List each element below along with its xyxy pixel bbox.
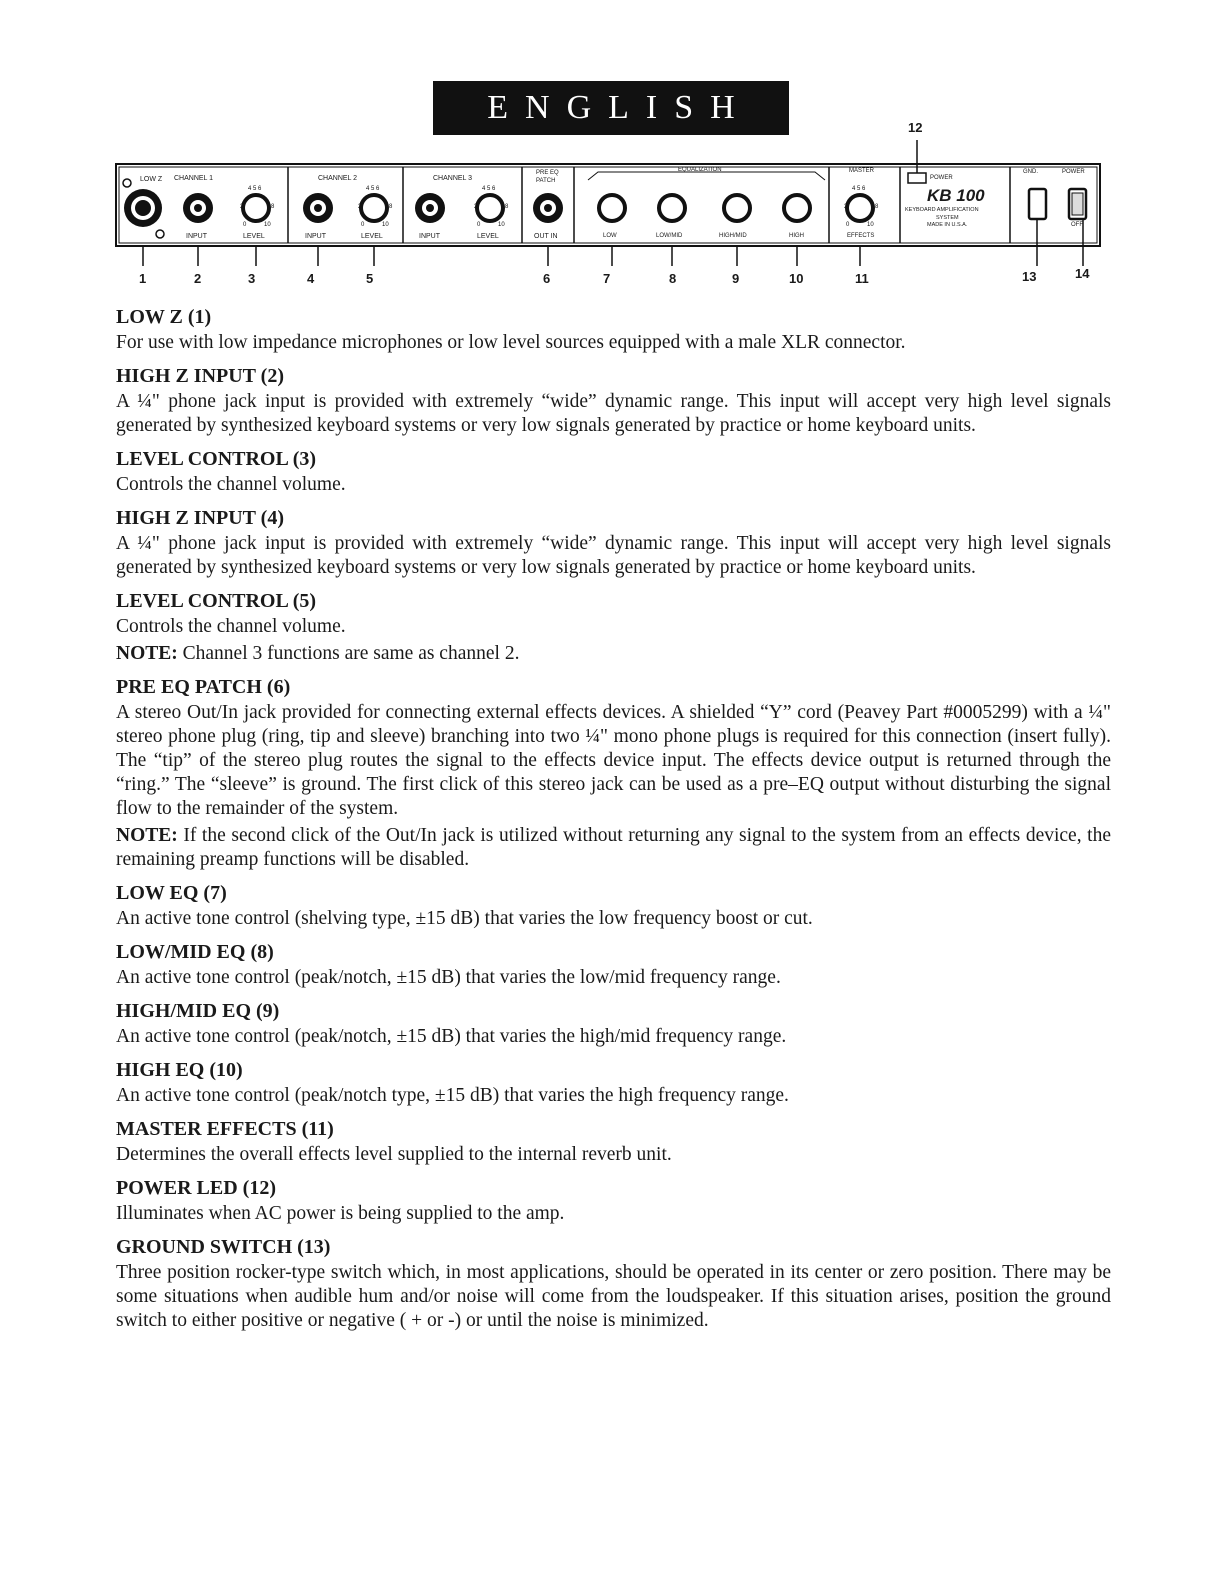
channel-1-label: CHANNEL 1 [174,175,214,182]
power-led [908,173,926,183]
svg-text:4 5 6: 4 5 6 [366,186,380,192]
section-body: Determines the overall effects level supplied to the internal reverb unit. [116,1144,672,1165]
input-label-1: INPUT [186,233,207,240]
equalization-label: EQUALIZATION [678,167,722,173]
callout-3: 3 [248,271,256,286]
low-z-xlr-jack [123,179,164,238]
model-subtitle-1: KEYBOARD AMPLIFICATION [905,207,979,213]
callout-9: 9 [732,271,740,286]
svg-text:0: 0 [477,222,481,228]
section-level-control-3 [116,446,1111,497]
switches [1029,189,1086,219]
effects-label: EFFECTS [847,233,875,239]
svg-text:8: 8 [505,204,509,210]
section-body: Illuminates when AC power is being supplied to the amp. [116,1203,565,1224]
section-title: LEVEL CONTROL (5) [116,590,317,612]
svg-text:2: 2 [358,204,362,210]
callout-2: 2 [194,271,202,286]
model-subtitle-2: SYSTEM [936,215,959,221]
section-body: Three position rocker-type switch which, in most applications, should be operated in its center or zero position. There may be some situations when audible hum and/or noise will come from the loudspeaker. If this situation arises, position the ground switch to either positive or negative ( + or -) or until the noise is minimized. [116,1262,1111,1331]
svg-text:4 5 6: 4 5 6 [852,186,866,192]
callout-12: 12 [908,120,923,135]
section-master-effects [116,1116,1111,1167]
pre-eq-label: PRE EQ [536,170,559,176]
callout-6: 6 [543,271,551,286]
callout-8: 8 [669,271,677,286]
channel-2-label: CHANNEL 2 [318,175,358,182]
power-led-label: POWER [930,175,953,181]
eq-high-mid-label: HIGH/MID [719,233,747,239]
patch-label: PATCH [536,178,556,184]
front-panel-svg [0,0,1224,300]
section-note [116,642,1111,666]
svg-text:8: 8 [389,204,393,210]
callout-5: 5 [366,271,374,286]
section-level-control-5 [116,588,1111,666]
eq-low-mid-label: LOW/MID [656,233,683,239]
section-body: An active tone control (peak/notch type, ±15 dB) that varies the high frequency range. [116,1085,789,1106]
section-body: A ¼" phone jack input is provided with extremely “wide” dynamic range. This input will accept very high level signals generated by synthesized keyboard systems or very low signals generated by practice or home keyboard units. [116,391,1111,436]
callout-14: 14 [1075,266,1090,281]
front-panel-diagram [0,0,1224,300]
svg-text:8: 8 [875,204,879,210]
section-title: HIGH/MID EQ (9) [116,1000,280,1022]
section-title: LOW EQ (7) [116,882,227,904]
section-body: A stereo Out/In jack provided for connecting external effects devices. A shielded “Y” cord (Peavey Part #0005299) with a ¼" stereo phone plug (ring, tip and sleeve) branching into two ¼" mono phone plugs is required for this connection (insert fully). The “tip” of the stereo plug routes the signal to the effects device input. The effects device output is returned through the “ring.” The “sleeve” is ground. The first click of this stereo jack can be used as a pre–EQ output without disturbing the signal flow to the remainder of the system. [116,702,1111,819]
master-label: MASTER [849,168,875,174]
out-in-label: OUT IN [534,233,558,240]
gnd-label: GND. [1023,169,1038,175]
level-label-3: LEVEL [477,233,499,240]
section-pre-eq-patch [116,674,1111,872]
section-title: GROUND SWITCH (13) [116,1236,331,1258]
section-title: MASTER EFFECTS (11) [116,1118,334,1140]
section-low-eq [116,880,1111,931]
section-high-z-input-4 [116,505,1111,580]
section-title: HIGH EQ (10) [116,1059,243,1081]
section-title: HIGH Z INPUT (4) [116,507,284,529]
svg-text:10: 10 [264,222,271,228]
svg-text:0: 0 [243,222,247,228]
manual-content [116,304,1111,1341]
section-body: Controls the channel volume. [116,474,346,495]
svg-text:10: 10 [382,222,389,228]
section-high-z-input-2 [116,363,1111,438]
section-title: PRE EQ PATCH (6) [116,676,291,698]
svg-text:2: 2 [240,204,244,210]
svg-text:0: 0 [361,222,365,228]
section-body: An active tone control (peak/notch, ±15 dB) that varies the low/mid frequency range. [116,967,781,988]
svg-text:0: 0 [846,222,850,228]
callout-13: 13 [1022,269,1037,284]
section-note [116,824,1111,872]
power-switch-label: POWER [1062,169,1085,175]
section-body: An active tone control (peak/notch, ±15 dB) that varies the high/mid frequency range. [116,1026,787,1047]
svg-text:4 5 6: 4 5 6 [248,186,262,192]
callout-1: 1 [139,271,147,286]
section-title: HIGH Z INPUT (2) [116,365,284,387]
svg-text:10: 10 [498,222,505,228]
note-text: If the second click of the Out/In jack is utilized without returning any signal to the system from an effects device, the remaining preamp functions will be disabled. [116,825,1112,870]
low-z-label: LOW Z [140,176,163,183]
svg-text:10: 10 [867,222,874,228]
svg-text:2: 2 [474,204,478,210]
svg-text:2: 2 [844,204,848,210]
svg-text:8: 8 [271,204,275,210]
callout-7: 7 [603,271,611,286]
section-body: Controls the channel volume. [116,616,346,637]
note-label: NOTE: [116,825,178,846]
input-label-2: INPUT [305,233,326,240]
level-label-2: LEVEL [361,233,383,240]
section-body: A ¼" phone jack input is provided with extremely “wide” dynamic range. This input will accept very high level signals generated by synthesized keyboard systems or very low signals generated by practice or home keyboard units. [116,533,1111,578]
section-low-z [116,304,1111,355]
section-body: An active tone control (shelving type, ±15 dB) that varies the low frequency boost or cut. [116,908,813,929]
section-power-led [116,1175,1111,1226]
section-title: LOW Z (1) [116,306,212,328]
model-name: KB 100 [927,186,985,205]
eq-high-label: HIGH [789,233,804,239]
section-title: POWER LED (12) [116,1177,276,1199]
model-subtitle-3: MADE IN U.S.A. [927,222,968,228]
eq-low-label: LOW [603,233,617,239]
section-high-mid-eq [116,998,1111,1049]
section-low-mid-eq [116,939,1111,990]
callout-11: 11 [855,271,869,286]
section-body: For use with low impedance microphones or low level sources equipped with a male XLR connector. [116,332,906,353]
callout-4: 4 [307,271,315,286]
section-high-eq [116,1057,1111,1108]
level-label-1: LEVEL [243,233,265,240]
svg-text:4 5 6: 4 5 6 [482,186,496,192]
note-text: Channel 3 functions are same as channel 2. [182,643,520,664]
callout-10: 10 [789,271,804,286]
section-ground-switch [116,1234,1111,1333]
channel-3-label: CHANNEL 3 [433,175,473,182]
section-title: LEVEL CONTROL (3) [116,448,317,470]
section-title: LOW/MID EQ (8) [116,941,274,963]
off-label: OFF [1071,222,1083,228]
page-banner: ENGLISH [433,81,789,135]
input-label-3: INPUT [419,233,440,240]
note-label: NOTE: [116,643,178,664]
